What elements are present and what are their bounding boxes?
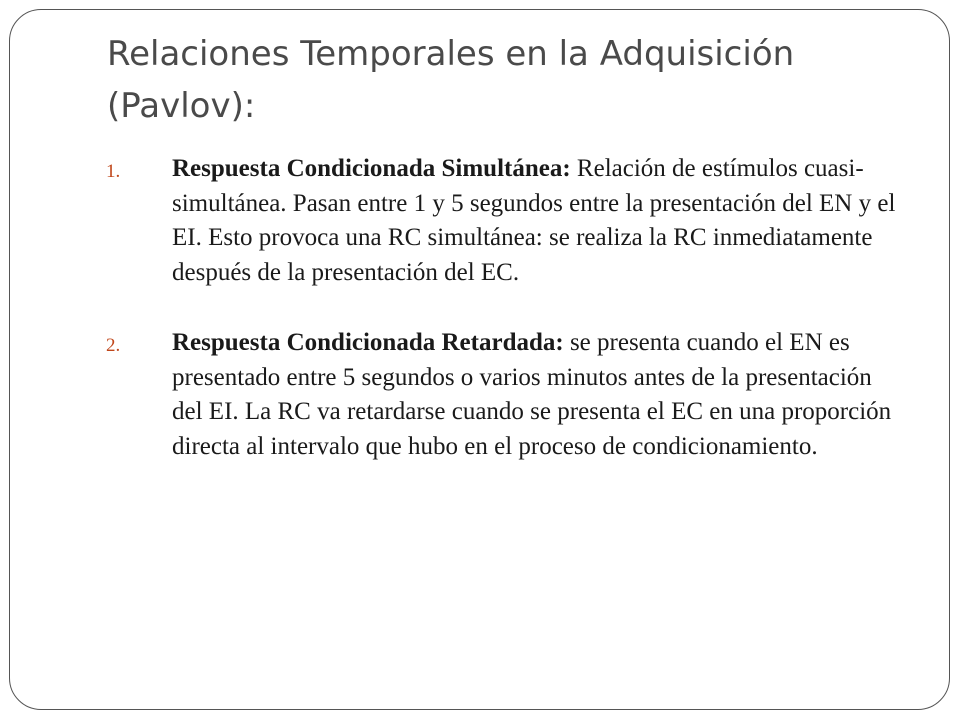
list-item-heading: Respuesta Condicionada Simultánea: [172,155,571,182]
slide-content [106,152,906,464]
slide-title: Relaciones Temporales en la Adquisición (Pavlov): [107,34,795,126]
list-item-number: 2. [106,335,121,356]
list-item-delayed [106,326,906,464]
list-item-simultaneous [106,152,906,290]
list-item-heading: Respuesta Condicionada Retardada: [172,329,564,356]
list-item-text: Relación de estímulos cuasi-simultánea. Pasan entre 1 y 5 segundos entre la presentación del EN y el EI. Esto provoca una RC simultánea: se realiza la RC inmediatamente después de la presentación del EC. [172,155,896,286]
list-item-number: 1. [106,161,121,182]
list-item-text: se presenta cuando el EN es presentado entre 5 segundos o varios minutos antes de la presentación del EI. La RC va retardarse cuando se presenta el EC en una proporción directa al intervalo que hubo en el proceso de condicionamiento. [172,329,892,460]
